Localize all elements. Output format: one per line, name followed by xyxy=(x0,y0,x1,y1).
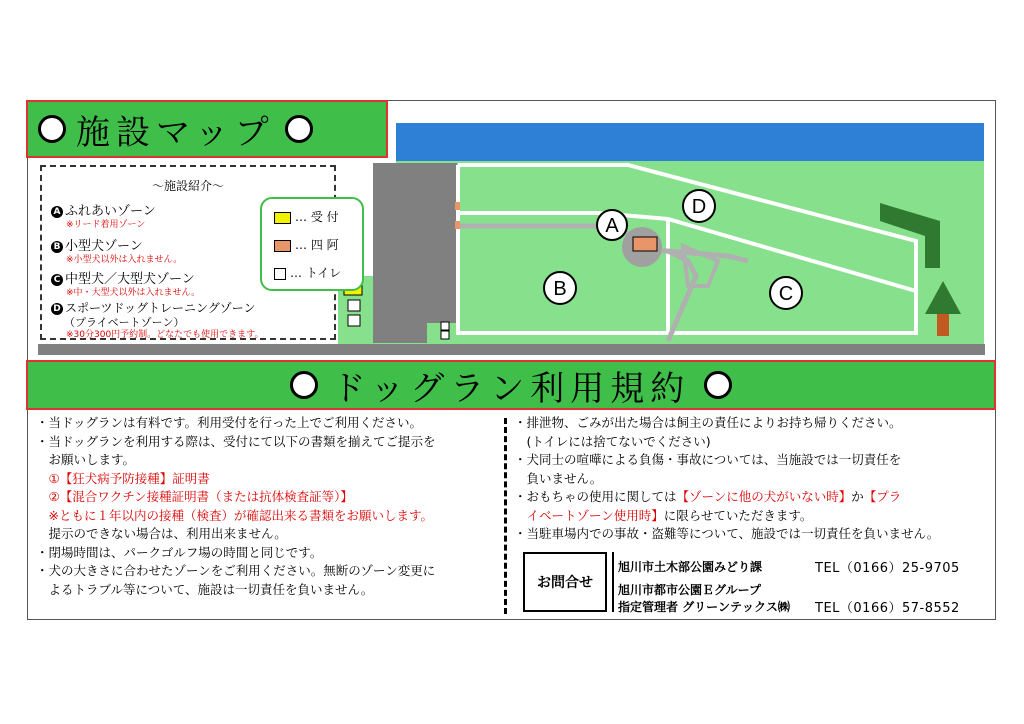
zone-a-text: A xyxy=(605,215,619,237)
entrance-marker-2 xyxy=(455,221,460,229)
zone-c-label xyxy=(770,277,802,309)
zone-note: ※小型犬以外は入れません。 xyxy=(66,255,183,265)
contact-org-3: 指定管理者 グリーンテックス㈱ xyxy=(618,600,790,614)
rule-text xyxy=(514,508,527,523)
rule-line: ・犬同士の喧嘩による負傷・事故については、当施設では一切責任を xyxy=(514,452,902,467)
map-key xyxy=(260,197,364,291)
entrance-marker-1 xyxy=(455,202,460,210)
contact-separator xyxy=(612,552,614,612)
gazebo xyxy=(633,237,657,251)
rule-line: お願いします。 xyxy=(36,452,136,467)
parking-lot xyxy=(373,163,427,343)
zone-note: ※30分300円予約制。どなたでも使用できます。 xyxy=(66,330,264,340)
key-reception xyxy=(274,208,339,225)
zone-name: スポーツドッグトレーニングゾーン xyxy=(65,301,256,315)
rule-text: か xyxy=(851,489,864,504)
contact-tel-2: TEL（0166）57-8552 xyxy=(815,601,960,616)
key-gazebo xyxy=(274,236,339,253)
map-title-banner xyxy=(26,100,388,158)
rule-highlight: イベートゾーン使用時】 xyxy=(526,507,664,523)
toilet-swatch xyxy=(274,268,286,280)
zone-b-text: B xyxy=(553,278,567,300)
rules-left xyxy=(36,414,436,599)
rules-title: ドッグラン利用規約 xyxy=(331,368,691,409)
rule-line: ・当駐車場内での事故・盗難等について、施設では一切責任を負いません。 xyxy=(514,526,940,541)
contact-org-1: 旭川市土木部公園みどり課 xyxy=(618,560,763,574)
rule-line: ・当ドッグランを利用する際は、受付にて以下の書類を揃えてご提示を xyxy=(36,433,436,449)
toilet-marker-4 xyxy=(441,331,449,339)
gazebo-swatch xyxy=(274,240,291,252)
rule-line-red: ※ともに１年以内の接種（検査）が確認出来る書類をお願いします。 xyxy=(36,507,433,523)
zone-letter: A xyxy=(51,206,63,218)
circle-icon xyxy=(38,115,66,143)
circle-icon xyxy=(285,115,313,143)
column-divider xyxy=(504,418,507,614)
rule-line: ・排泄物、ごみが出た場合は飼主の責任によりお持ち帰りください。 xyxy=(514,415,902,430)
zone-letter: D xyxy=(51,303,63,315)
key-label: … 四 阿 xyxy=(295,238,339,252)
rule-line-red: ①【狂犬病予防接種】証明書 xyxy=(36,470,210,486)
zone-d-label xyxy=(683,190,715,222)
zone-sub: （プライベートゾーン） xyxy=(64,316,185,329)
zone-letter: B xyxy=(51,241,63,253)
zone-b-label xyxy=(544,272,576,304)
zone-name: 小型犬ゾーン xyxy=(65,239,143,254)
circle-icon xyxy=(704,371,732,399)
rule-highlight: 【プラ xyxy=(863,489,902,504)
rules-title-banner xyxy=(26,360,996,410)
rule-text: ・おもちゃの使用に関しては xyxy=(514,489,677,504)
rule-line-mixed xyxy=(514,507,939,526)
zone-note: ※中・大型犬以外は入れません。 xyxy=(66,288,201,298)
rule-line: ・閉場時間は、パークゴルフ場の時間と同じです。 xyxy=(36,544,323,560)
zone-note: ※リード着用ゾーン xyxy=(66,220,146,230)
toilet-marker-3 xyxy=(441,322,449,330)
contact-org-2: 旭川市都市公園Ｅグループ xyxy=(618,583,762,597)
rule-line: 提示のできない場合は、利用出来ません。 xyxy=(36,526,287,541)
reception-swatch xyxy=(274,212,291,224)
water-area xyxy=(396,123,984,167)
rule-highlight: 【ゾーンに他の犬がいない時】 xyxy=(676,489,852,504)
parking-side xyxy=(427,163,457,323)
rules-right xyxy=(514,414,939,544)
map-title: 施設マップ xyxy=(76,112,275,153)
rule-line-red: ②【混合ワクチン接種証明書（または抗体検査証等）】 xyxy=(36,489,353,504)
contact-tel-1: TEL（0166）25-9705 xyxy=(815,561,960,576)
zone-name: ふれあいゾーン xyxy=(65,204,156,219)
zone-name: 中型犬／大型犬ゾーン xyxy=(65,272,195,287)
zone-d-text: D xyxy=(691,196,707,218)
tree-trunk xyxy=(937,314,949,336)
legend-heading: 〜施設紹介〜 xyxy=(151,179,224,193)
zone-letter: C xyxy=(51,274,63,286)
contact-label: お問合せ xyxy=(523,552,607,612)
rule-line: (トイレには捨てないでください) xyxy=(514,433,711,449)
circle-icon xyxy=(290,371,318,399)
key-label: … 受 付 xyxy=(295,210,339,224)
rule-line: ・当ドッグランは有料です。利用受付を行った上でご利用ください。 xyxy=(36,415,423,430)
rule-line: よるトラブル等について、施設は一切責任を負いません。 xyxy=(36,581,374,597)
road xyxy=(38,344,985,355)
toilet-marker-2 xyxy=(348,315,360,326)
key-label: … トイレ xyxy=(290,266,342,280)
rule-line-mixed xyxy=(514,488,939,507)
zone-c-text: C xyxy=(778,283,794,305)
rule-text: に限らせていただきます。 xyxy=(663,507,813,523)
rule-line: ・犬の大きさに合わせたゾーンをご利用ください。無断のゾーン変更に xyxy=(36,563,436,578)
rule-line: 負いません。 xyxy=(514,470,603,486)
key-toilet xyxy=(274,264,341,281)
toilet-marker-1 xyxy=(348,300,360,311)
facility-legend xyxy=(40,165,342,340)
zone-a-label xyxy=(597,210,627,240)
